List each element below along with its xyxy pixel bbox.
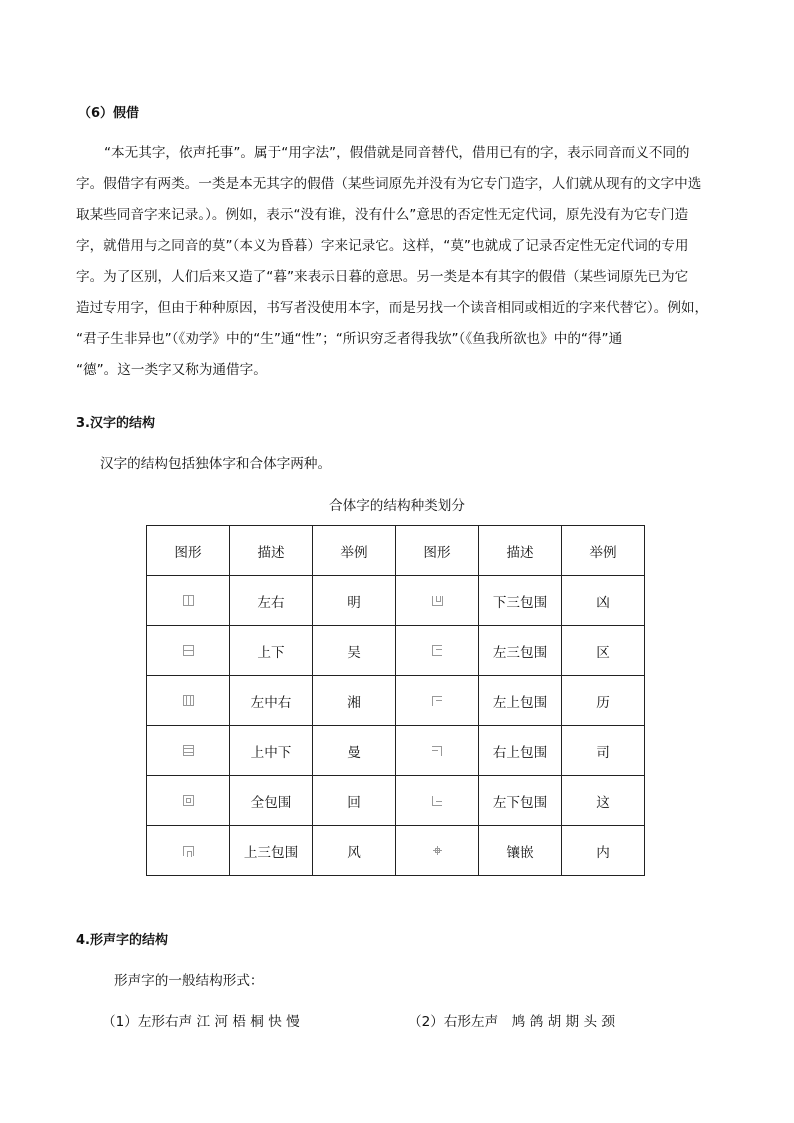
table-row bbox=[147, 576, 645, 626]
paragraph-line: “德”。这一类字又称为通借字。 bbox=[76, 362, 267, 378]
paragraph-line: 字，就借用与之同音的莫”（本义为昏暮）字来记录它。这样，“莫”也就成了记录否定性无定代词的专用 bbox=[76, 238, 689, 254]
table-cell: 上三包围 bbox=[230, 826, 313, 876]
left-middle-right-icon bbox=[183, 695, 194, 706]
table-cell: 内 bbox=[562, 826, 645, 876]
table-cell: 镶嵌 bbox=[479, 826, 562, 876]
table-cell: 历 bbox=[562, 676, 645, 726]
paragraph-line: 字。假借字有两类。一类是本无其字的假借（某些词原先并没有为它专门造字，人们就从现有的文字中选 bbox=[76, 176, 702, 192]
section-3-intro: 汉字的结构包括独体字和合体字两种。 bbox=[100, 456, 332, 472]
top-right-enclosure-icon bbox=[432, 746, 442, 756]
table-cell: 回 bbox=[313, 776, 396, 826]
table-cell: 风 bbox=[313, 826, 396, 876]
table-cell: 左上包围 bbox=[479, 676, 562, 726]
table-cell: 这 bbox=[562, 776, 645, 826]
paragraph-line: 取某些同音字来记录。）。例如，表示“没有谁，没有什么”意思的否定性无定代词，原先没有为它专门造 bbox=[76, 207, 689, 223]
left-right-icon bbox=[183, 595, 194, 606]
full-enclosure-icon bbox=[183, 795, 194, 806]
section-4-intro: 形声字的一般结构形式： bbox=[114, 973, 264, 989]
table-cell: 左中右 bbox=[230, 676, 313, 726]
paragraph-line: “君子生非异也”（《劝学》中的“生”通“性”；“所识穷乏者得我欤”（《鱼我所欲也》中的“得”通 bbox=[76, 331, 623, 347]
structure-item-2: （2）右形左声 鸠 鸽 胡 期 头 颈 bbox=[408, 1014, 615, 1030]
table-header-row bbox=[147, 526, 645, 576]
paragraph-line: “本无其字，依声托事”。属于“用字法”，假借就是同音替代，借用已有的字，表示同音而义不同的 bbox=[104, 145, 690, 161]
table-cell: 曼 bbox=[313, 726, 396, 776]
header-cell: 描述 bbox=[479, 526, 562, 576]
table-cell: 左下包围 bbox=[479, 776, 562, 826]
top-middle-bottom-icon bbox=[183, 745, 194, 756]
left-three-enclosure-icon bbox=[432, 645, 442, 656]
table-cell: 吴 bbox=[313, 626, 396, 676]
paragraph-line: 造过专用字，但由于种种原因，书写者没使用本字，而是另找一个读音相同或相近的字来代替它）。例如， bbox=[76, 300, 709, 316]
bottom-left-enclosure-icon bbox=[432, 796, 442, 806]
top-left-enclosure-icon bbox=[432, 696, 442, 706]
table-cell: 湘 bbox=[313, 676, 396, 726]
table-cell: 左右 bbox=[230, 576, 313, 626]
table-row bbox=[147, 826, 645, 876]
table-cell: 左三包围 bbox=[479, 626, 562, 676]
section-6-title: （6）假借 bbox=[78, 106, 140, 121]
table-cell: 上中下 bbox=[230, 726, 313, 776]
table-caption: 合体字的结构种类划分 bbox=[329, 498, 465, 514]
table-row bbox=[147, 776, 645, 826]
table-row bbox=[147, 726, 645, 776]
header-cell: 图形 bbox=[396, 526, 479, 576]
top-three-enclosure-icon bbox=[183, 846, 194, 856]
table-cell: 右上包围 bbox=[479, 726, 562, 776]
header-cell: 图形 bbox=[147, 526, 230, 576]
section-3-title: 3.汉字的结构 bbox=[76, 416, 155, 431]
bottom-three-enclosure-icon bbox=[432, 596, 443, 606]
top-bottom-icon bbox=[183, 645, 194, 656]
table-cell: 明 bbox=[313, 576, 396, 626]
table-cell: 上下 bbox=[230, 626, 313, 676]
paragraph-line: 字。为了区别，人们后来又造了“暮”来表示日暮的意思。另一类是本有其字的假借（某些词原先已为它 bbox=[76, 269, 689, 285]
table-row bbox=[147, 626, 645, 676]
structure-table bbox=[146, 525, 645, 876]
section-6-paragraph bbox=[76, 138, 708, 386]
table-cell: 司 bbox=[562, 726, 645, 776]
table-cell: 下三包围 bbox=[479, 576, 562, 626]
table-row bbox=[147, 676, 645, 726]
structure-item-1: （1）左形右声 江 河 梧 桐 快 慢 bbox=[102, 1014, 300, 1030]
table-cell: 全包围 bbox=[230, 776, 313, 826]
header-cell: 描述 bbox=[230, 526, 313, 576]
header-cell: 举例 bbox=[313, 526, 396, 576]
inlay-icon bbox=[433, 846, 442, 855]
section-4-title: 4.形声字的结构 bbox=[76, 933, 168, 948]
table-cell: 凶 bbox=[562, 576, 645, 626]
header-cell: 举例 bbox=[562, 526, 645, 576]
table-cell: 区 bbox=[562, 626, 645, 676]
